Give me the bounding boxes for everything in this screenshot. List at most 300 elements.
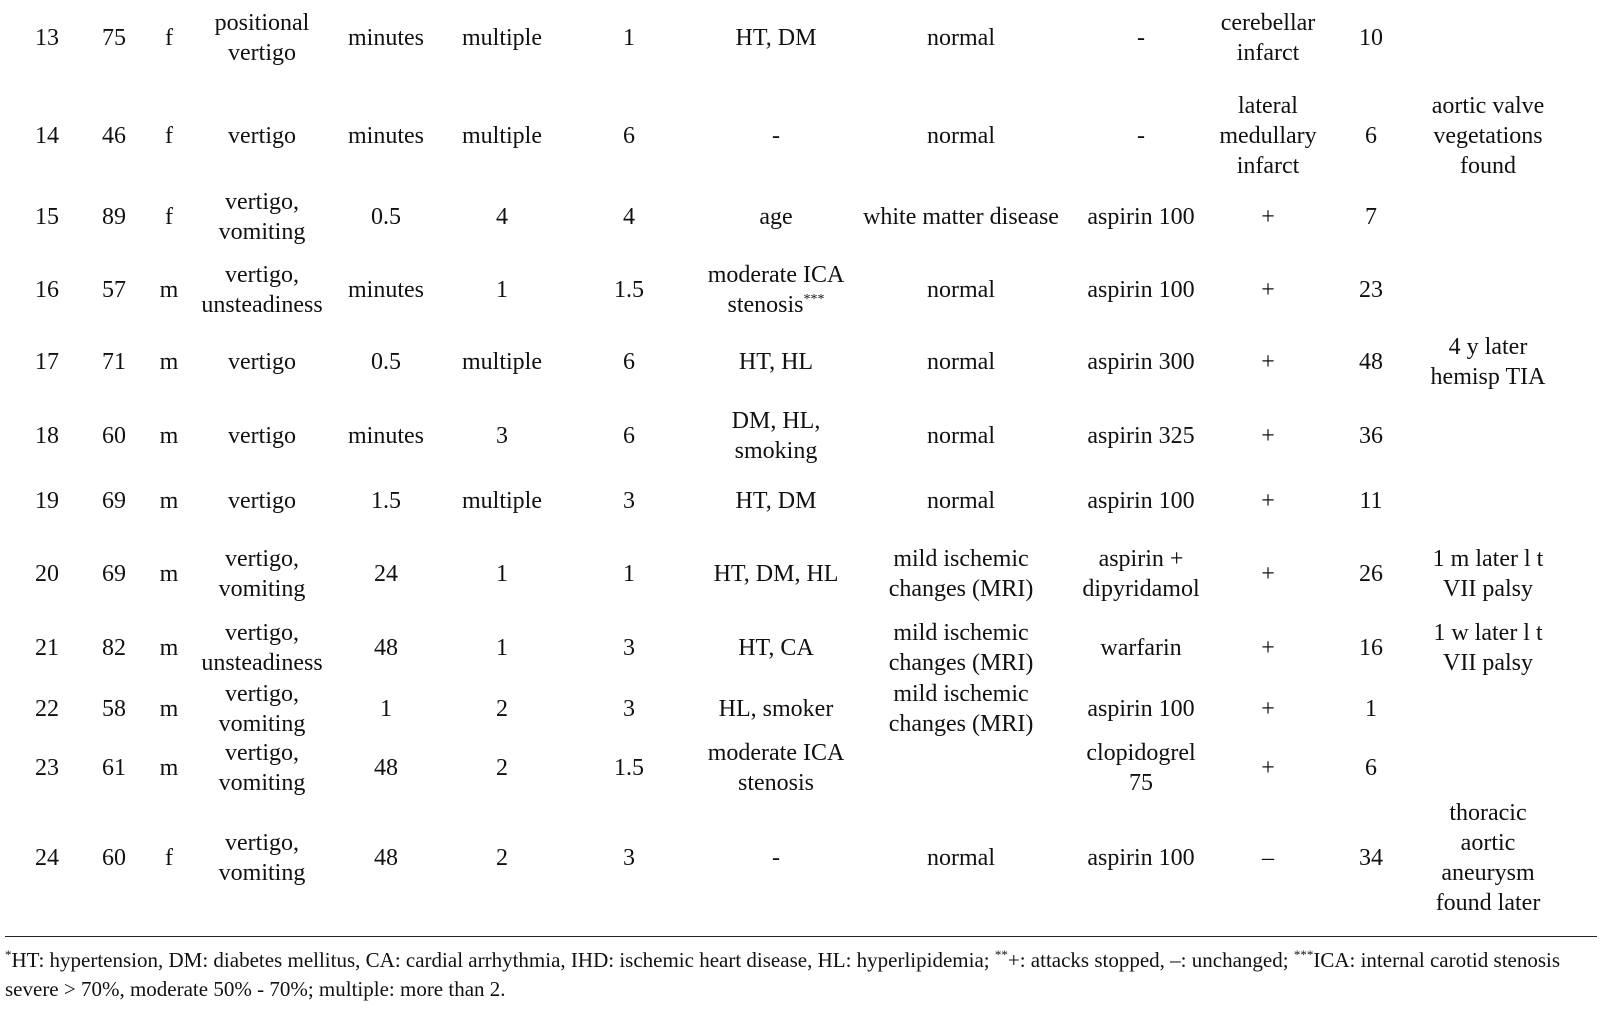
cell-text: vertigo, unsteadiness bbox=[201, 620, 323, 676]
cell-text: 26 bbox=[1359, 561, 1383, 587]
cell-text: 1 bbox=[496, 561, 508, 587]
cell-text: - bbox=[772, 123, 780, 149]
cell-text: aspirin + dipyridamol bbox=[1082, 546, 1200, 602]
cell-text: HT, CA bbox=[738, 635, 814, 661]
cell-followup bbox=[1341, 538, 1401, 610]
cell-patient-no bbox=[17, 192, 77, 242]
cell-attacks bbox=[447, 2, 557, 74]
cell-text: HT, DM bbox=[735, 25, 817, 51]
cell-text: 7 bbox=[1365, 204, 1377, 230]
cell-risk-factors bbox=[681, 476, 871, 526]
cell-text: multiple bbox=[462, 25, 542, 51]
cell-text: f bbox=[165, 123, 173, 149]
cell-text: 57 bbox=[102, 277, 126, 303]
cell-text: 34 bbox=[1359, 845, 1383, 871]
cell-patient-no bbox=[17, 736, 77, 800]
cell-text: - bbox=[772, 845, 780, 871]
cell-text: aspirin 100 bbox=[1087, 277, 1195, 303]
cell-text: normal bbox=[927, 277, 995, 303]
cell-duration bbox=[336, 2, 436, 74]
cell-text: multiple bbox=[462, 349, 542, 375]
cell-text: 19 bbox=[35, 488, 59, 514]
cell-text: 2 bbox=[496, 696, 508, 722]
cell-text: aspirin 100 bbox=[1087, 204, 1195, 230]
cell-text: mild ischemic changes (MRI) bbox=[888, 681, 1034, 737]
cell-treatment bbox=[1061, 2, 1221, 74]
table-footnote bbox=[5, 946, 1600, 1004]
cell-comment bbox=[1408, 684, 1568, 734]
cell-followup bbox=[1341, 614, 1401, 682]
cell-text: 3 bbox=[496, 423, 508, 449]
table-row bbox=[0, 256, 1602, 324]
cell-risk-factors bbox=[681, 614, 871, 682]
cell-patient-no bbox=[17, 2, 77, 74]
table-row bbox=[0, 402, 1602, 470]
cell-patient-no bbox=[17, 684, 77, 734]
cell-text: m bbox=[159, 488, 179, 514]
cell-text: DM, HL, smoking bbox=[731, 408, 821, 464]
cell-text: normal bbox=[927, 123, 995, 149]
cell-text: 0.5 bbox=[371, 204, 401, 230]
cell-text: 0.5 bbox=[371, 349, 401, 375]
cell-sex bbox=[149, 800, 189, 916]
cell-followup bbox=[1341, 2, 1401, 74]
cell-outcome bbox=[1203, 86, 1333, 186]
cell-text: minutes bbox=[348, 25, 424, 51]
cell-symptoms bbox=[187, 2, 337, 74]
cell-symptoms bbox=[187, 614, 337, 682]
cell-text: normal bbox=[927, 423, 995, 449]
cell-text: + bbox=[1261, 349, 1275, 375]
cell-age bbox=[84, 476, 144, 526]
cell-text: HL, smoker bbox=[718, 696, 834, 722]
cell-sex bbox=[149, 402, 189, 470]
cell-text: 69 bbox=[102, 561, 126, 587]
cell-sex bbox=[149, 330, 189, 394]
cell-symptoms bbox=[187, 189, 337, 245]
cell-text: 4 bbox=[496, 204, 508, 230]
cell-attacks bbox=[447, 684, 557, 734]
cell-text: 60 bbox=[102, 423, 126, 449]
cell-risk-factors bbox=[681, 256, 871, 324]
cell-treatment bbox=[1061, 192, 1221, 242]
footnote-text-1: HT: hypertension, DM: diabetes mellitus, CA: cardial arrhythmia, IHD: ischemic heart disease, HL: hyperlipidemia; bbox=[11, 948, 995, 972]
cell-imaging bbox=[846, 2, 1076, 74]
cell-attacks bbox=[447, 86, 557, 186]
cell-text: mild ischemic changes (MRI) bbox=[888, 620, 1034, 676]
cell-sex bbox=[149, 192, 189, 242]
cell-interval bbox=[589, 192, 669, 242]
footnote-marker-1: * bbox=[5, 947, 12, 962]
table-row bbox=[0, 2, 1602, 74]
cell-text: vertigo bbox=[228, 488, 296, 514]
cell-outcome bbox=[1203, 736, 1333, 800]
cell-outcome bbox=[1203, 402, 1333, 470]
cell-age bbox=[84, 800, 144, 916]
cell-text: positional vertigo bbox=[214, 10, 310, 66]
cell-text: + bbox=[1261, 488, 1275, 514]
cell-outcome bbox=[1203, 614, 1333, 682]
cell-outcome bbox=[1203, 2, 1333, 74]
cell-text: white matter disease bbox=[863, 204, 1059, 230]
cell-text: 6 bbox=[1365, 123, 1377, 149]
cell-text: 6 bbox=[623, 123, 635, 149]
cell-attacks bbox=[447, 736, 557, 800]
cell-followup bbox=[1341, 192, 1401, 242]
cell-text: 1 bbox=[623, 25, 635, 51]
cell-patient-no bbox=[17, 402, 77, 470]
cell-text: 18 bbox=[35, 423, 59, 449]
cell-text: 13 bbox=[35, 25, 59, 51]
cell-text: m bbox=[159, 349, 179, 375]
cell-text: 16 bbox=[35, 277, 59, 303]
cell-treatment bbox=[1061, 256, 1221, 324]
cell-text: lateral medullary infarct bbox=[1219, 93, 1317, 179]
cell-sex bbox=[149, 476, 189, 526]
cell-sex bbox=[149, 256, 189, 324]
cell-patient-no bbox=[17, 800, 77, 916]
cell-text: m bbox=[159, 561, 179, 587]
cell-text: 48 bbox=[374, 635, 398, 661]
cell-interval bbox=[589, 800, 669, 916]
cell-text: vertigo, vomiting bbox=[218, 830, 306, 886]
cell-text: vertigo, vomiting bbox=[218, 189, 306, 245]
table-row bbox=[0, 681, 1602, 737]
cell-interval bbox=[589, 256, 669, 324]
cell-interval bbox=[589, 736, 669, 800]
cell-comment bbox=[1408, 800, 1568, 916]
cell-text: 36 bbox=[1359, 423, 1383, 449]
footnote-marker-3: *** bbox=[1293, 947, 1314, 962]
cell-outcome bbox=[1203, 684, 1333, 734]
cell-text: 48 bbox=[374, 755, 398, 781]
cell-imaging bbox=[846, 402, 1076, 470]
cell-imaging bbox=[846, 800, 1076, 916]
cell-symptoms bbox=[187, 538, 337, 610]
cell-symptoms bbox=[187, 800, 337, 916]
cell-duration bbox=[336, 402, 436, 470]
cell-treatment bbox=[1061, 684, 1221, 734]
cell-comment bbox=[1408, 736, 1568, 800]
cell-text: 23 bbox=[1359, 277, 1383, 303]
cell-comment bbox=[1408, 538, 1568, 610]
cell-text: 22 bbox=[35, 696, 59, 722]
cell-text: 3 bbox=[623, 488, 635, 514]
cell-comment bbox=[1408, 476, 1568, 526]
cell-text: 24 bbox=[374, 561, 398, 587]
cell-text: 46 bbox=[102, 123, 126, 149]
cell-text: f bbox=[165, 845, 173, 871]
cell-age bbox=[84, 256, 144, 324]
cell-imaging bbox=[846, 86, 1076, 186]
cell-duration bbox=[336, 330, 436, 394]
cell-duration bbox=[336, 538, 436, 610]
cell-text: 1 bbox=[1365, 696, 1377, 722]
cell-risk-factors bbox=[681, 800, 871, 916]
cell-text: + bbox=[1261, 696, 1275, 722]
cell-text: m bbox=[159, 696, 179, 722]
cell-symptoms bbox=[187, 476, 337, 526]
cell-text: 4 y later hemisp TIA bbox=[1430, 334, 1546, 390]
cell-followup bbox=[1341, 684, 1401, 734]
cell-text: 21 bbox=[35, 635, 59, 661]
cell-text: 1 w later l t VII palsy bbox=[1433, 620, 1543, 676]
cell-text: 3 bbox=[623, 635, 635, 661]
cell-text: aortic valve vegetations found bbox=[1431, 93, 1545, 179]
cell-symptoms bbox=[187, 402, 337, 470]
cell-followup bbox=[1341, 800, 1401, 916]
cell-outcome bbox=[1203, 192, 1333, 242]
cell-duration bbox=[336, 192, 436, 242]
cell-interval bbox=[589, 684, 669, 734]
cell-outcome bbox=[1203, 800, 1333, 916]
cell-text: warfarin bbox=[1100, 635, 1182, 661]
cell-text: 4 bbox=[623, 204, 635, 230]
cell-interval bbox=[589, 86, 669, 186]
footnote-text-2: +: attacks stopped, –: unchanged; bbox=[1007, 948, 1294, 972]
cell-followup bbox=[1341, 330, 1401, 394]
cell-text: 1 bbox=[496, 277, 508, 303]
cell-outcome bbox=[1203, 256, 1333, 324]
cell-text: mild ischemic changes (MRI) bbox=[888, 546, 1034, 602]
cell-age bbox=[84, 684, 144, 734]
table-row bbox=[0, 330, 1602, 394]
cell-outcome bbox=[1203, 476, 1333, 526]
cell-text: 82 bbox=[102, 635, 126, 661]
cell-patient-no bbox=[17, 86, 77, 186]
cell-patient-no bbox=[17, 330, 77, 394]
cell-sex bbox=[149, 684, 189, 734]
cell-followup bbox=[1341, 476, 1401, 526]
cell-text: 23 bbox=[35, 755, 59, 781]
cell-text: cerebellar infarct bbox=[1220, 10, 1316, 66]
cell-text: aspirin 100 bbox=[1087, 845, 1195, 871]
cell-text: 24 bbox=[35, 845, 59, 871]
cell-text: 6 bbox=[623, 349, 635, 375]
cell-comment bbox=[1408, 86, 1568, 186]
cell-patient-no bbox=[17, 614, 77, 682]
cell-text: 58 bbox=[102, 696, 126, 722]
cell-duration bbox=[336, 256, 436, 324]
cell-text: HT, DM, HL bbox=[713, 561, 839, 587]
cell-attacks bbox=[447, 800, 557, 916]
cell-text: 6 bbox=[623, 423, 635, 449]
cell-text: 60 bbox=[102, 845, 126, 871]
cell-text: aspirin 100 bbox=[1087, 696, 1195, 722]
table-row bbox=[0, 800, 1602, 916]
cell-text: moderate ICA stenosis bbox=[707, 740, 845, 796]
cell-text: 14 bbox=[35, 123, 59, 149]
cell-text: 75 bbox=[102, 25, 126, 51]
cell-text: 48 bbox=[1359, 349, 1383, 375]
cell-text: vertigo bbox=[228, 423, 296, 449]
cell-risk-factors bbox=[681, 684, 871, 734]
cell-duration bbox=[336, 736, 436, 800]
cell-patient-no bbox=[17, 476, 77, 526]
cell-imaging bbox=[846, 538, 1076, 610]
cell-attacks bbox=[447, 330, 557, 394]
cell-text: age bbox=[759, 204, 793, 230]
footnote-text-3: ICA: internal carotid stenosis severe > 70%, moderate 50% - 70%; multiple: more than 2. bbox=[5, 948, 1561, 1001]
cell-imaging bbox=[846, 256, 1076, 324]
cell-text: 1 bbox=[496, 635, 508, 661]
cell-text: 69 bbox=[102, 488, 126, 514]
cell-symptoms bbox=[187, 736, 337, 800]
cell-text: 15 bbox=[35, 204, 59, 230]
cell-imaging bbox=[846, 614, 1076, 682]
cell-duration bbox=[336, 800, 436, 916]
cell-treatment bbox=[1061, 800, 1221, 916]
cell-attacks bbox=[447, 614, 557, 682]
cell-patient-no bbox=[17, 256, 77, 324]
cell-text: m bbox=[159, 755, 179, 781]
cell-symptoms bbox=[187, 681, 337, 737]
cell-text: 1.5 bbox=[371, 488, 401, 514]
cell-interval bbox=[589, 476, 669, 526]
cell-text: normal bbox=[927, 349, 995, 375]
cell-text: 10 bbox=[1359, 25, 1383, 51]
table-row bbox=[0, 476, 1602, 526]
cell-comment bbox=[1408, 402, 1568, 470]
cell-text: + bbox=[1261, 277, 1275, 303]
table-row bbox=[0, 189, 1602, 245]
cell-text: – bbox=[1262, 845, 1274, 871]
cell-text: vertigo, unsteadiness bbox=[201, 262, 323, 318]
cell-interval bbox=[589, 614, 669, 682]
cell-text: f bbox=[165, 204, 173, 230]
cell-text: 2 bbox=[496, 845, 508, 871]
cell-text: + bbox=[1261, 561, 1275, 587]
cell-text: vertigo bbox=[228, 349, 296, 375]
cell-text: + bbox=[1261, 635, 1275, 661]
cell-age bbox=[84, 192, 144, 242]
cell-age bbox=[84, 614, 144, 682]
cell-text: minutes bbox=[348, 423, 424, 449]
cell-treatment bbox=[1061, 330, 1221, 394]
cell-text: vertigo, vomiting bbox=[218, 681, 306, 737]
cell-text: HT, HL bbox=[738, 349, 814, 375]
cell-sex bbox=[149, 538, 189, 610]
cell-text: clopidogrel 75 bbox=[1086, 740, 1196, 796]
cell-imaging bbox=[846, 476, 1076, 526]
cell-risk-factors bbox=[681, 86, 871, 186]
cell-treatment bbox=[1061, 538, 1221, 610]
cell-attacks bbox=[447, 402, 557, 470]
cell-text: normal bbox=[927, 845, 995, 871]
footnote-marker-2: ** bbox=[994, 947, 1008, 962]
cell-imaging bbox=[846, 330, 1076, 394]
cell-text: vertigo, vomiting bbox=[218, 546, 306, 602]
cell-comment bbox=[1408, 192, 1568, 242]
cell-interval bbox=[589, 330, 669, 394]
cell-text: multiple bbox=[462, 488, 542, 514]
cell-text: 17 bbox=[35, 349, 59, 375]
cell-duration bbox=[336, 476, 436, 526]
cell-interval bbox=[589, 402, 669, 470]
cell-text: minutes bbox=[348, 277, 424, 303]
cell-duration bbox=[336, 614, 436, 682]
cell-comment bbox=[1408, 614, 1568, 682]
cell-imaging bbox=[846, 681, 1076, 737]
cell-text: 3 bbox=[623, 845, 635, 871]
cell-text: + bbox=[1261, 755, 1275, 781]
cell-followup bbox=[1341, 256, 1401, 324]
footnote-reference: *** bbox=[803, 292, 825, 307]
cell-treatment bbox=[1061, 614, 1221, 682]
cell-text: minutes bbox=[348, 123, 424, 149]
cell-text: - bbox=[1137, 123, 1145, 149]
cell-risk-factors bbox=[681, 736, 871, 800]
cell-text: vertigo, vomiting bbox=[218, 740, 306, 796]
cell-followup bbox=[1341, 86, 1401, 186]
cell-text: + bbox=[1261, 204, 1275, 230]
cell-symptoms bbox=[187, 86, 337, 186]
cell-treatment bbox=[1061, 86, 1221, 186]
cell-text: aspirin 100 bbox=[1087, 488, 1195, 514]
cell-text: normal bbox=[927, 488, 995, 514]
cell-age bbox=[84, 538, 144, 610]
table-row bbox=[0, 614, 1602, 682]
cell-text: 1 bbox=[380, 696, 392, 722]
cell-text: 20 bbox=[35, 561, 59, 587]
table-row bbox=[0, 538, 1602, 610]
cell-text: HT, DM bbox=[735, 488, 817, 514]
cell-outcome bbox=[1203, 330, 1333, 394]
cell-text: 61 bbox=[102, 755, 126, 781]
cell-text: moderate ICA stenosis*** bbox=[707, 262, 845, 318]
cell-imaging bbox=[846, 736, 1076, 800]
cell-attacks bbox=[447, 538, 557, 610]
cell-imaging bbox=[846, 192, 1076, 242]
cell-attacks bbox=[447, 192, 557, 242]
cell-treatment bbox=[1061, 402, 1221, 470]
cell-text: 3 bbox=[623, 696, 635, 722]
cell-risk-factors bbox=[681, 2, 871, 74]
cell-outcome bbox=[1203, 538, 1333, 610]
cell-text: 6 bbox=[1365, 755, 1377, 781]
cell-attacks bbox=[447, 256, 557, 324]
cell-duration bbox=[336, 86, 436, 186]
cell-text: vertigo bbox=[228, 123, 296, 149]
cell-comment bbox=[1408, 256, 1568, 324]
cell-treatment bbox=[1061, 476, 1221, 526]
cell-risk-factors bbox=[681, 538, 871, 610]
table-row bbox=[0, 86, 1602, 186]
cell-comment bbox=[1408, 2, 1568, 74]
cell-age bbox=[84, 402, 144, 470]
cell-text: m bbox=[159, 423, 179, 449]
cell-sex bbox=[149, 736, 189, 800]
cell-followup bbox=[1341, 402, 1401, 470]
cell-text: 1.5 bbox=[614, 755, 644, 781]
cell-text: 2 bbox=[496, 755, 508, 781]
cell-sex bbox=[149, 614, 189, 682]
table-bottom-rule bbox=[5, 936, 1597, 937]
cell-risk-factors bbox=[681, 402, 871, 470]
cell-interval bbox=[589, 2, 669, 74]
cell-text: 1.5 bbox=[614, 277, 644, 303]
cell-symptoms bbox=[187, 256, 337, 324]
cell-patient-no bbox=[17, 538, 77, 610]
cell-text: normal bbox=[927, 25, 995, 51]
cell-text: 48 bbox=[374, 845, 398, 871]
cell-risk-factors bbox=[681, 192, 871, 242]
cell-text: m bbox=[159, 635, 179, 661]
cell-text: + bbox=[1261, 423, 1275, 449]
cell-interval bbox=[589, 538, 669, 610]
cell-text: thoracic aortic aneurysm found later bbox=[1435, 800, 1541, 916]
table-row bbox=[0, 736, 1602, 800]
